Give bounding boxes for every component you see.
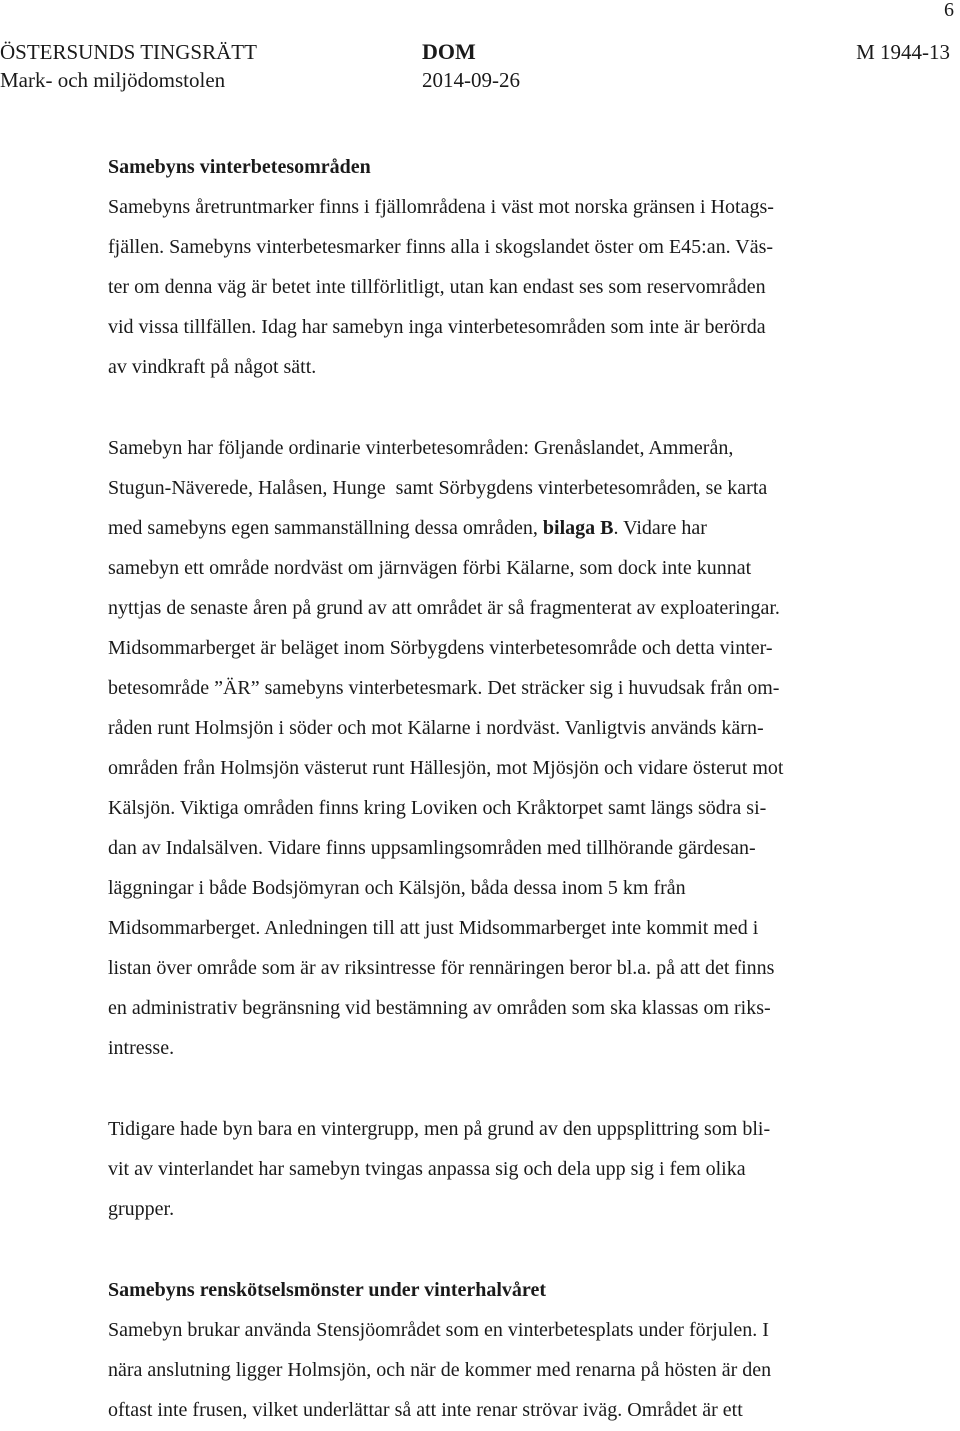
text-line [108,708,898,748]
text-segment: betesområde ”ÄR” samebyns vinterbetesmark. Det sträcker sig i huvudsak från om- [108,677,780,699]
paragraph-winter-groups [108,1109,898,1229]
text-line: av vindkraft på något sätt. [108,356,317,378]
text-segment: nyttjas de senaste åren på grund av att området är så fragmenterat av exploateringar. [108,597,780,619]
case-number: M 1944-13 [856,40,950,64]
document-type: DOM [422,39,476,64]
text-line: vit av vinterlandet har samebyn tvingas anpassa sig och dela upp sig i fem olika [108,1158,746,1180]
text-segment: listan över område som är av riksintresse för rennäringen beror bl.a. på att det finns [108,957,775,979]
case-info [856,38,950,66]
court-name: ÖSTERSUNDS TINGSRÄTT [0,40,257,64]
text-segment: dan av Indalsälven. Vidare finns uppsamlingsområden med tillhörande gärdesan- [108,837,756,859]
text-line: oftast inte frusen, vilket underlättar så att inte renar strövar iväg. Området är ett [108,1399,743,1421]
paragraph-winter-areas [108,187,898,387]
text-line [108,748,898,788]
text-segment: områden från Holmsjön västerut runt Hällesjön, mot Mjösjön och vidare österut mot [108,757,784,779]
text-line: grupper. [108,1198,175,1220]
court-info [0,38,257,94]
section-heading-winter-areas: Samebyns vinterbetesområden [108,156,371,178]
text-line [108,788,898,828]
text-line [108,588,898,628]
text-line: vid vissa tillfällen. Idag har samebyn inga vinterbetesområden som inte är berörda [108,316,766,338]
document-header [0,38,960,102]
text-segment: en administrativ begränsning vid bestämning av områden som ska klassas om riks- [108,997,771,1019]
text-line [108,988,898,1028]
text-line: ter om denna väg är betet inte tillförlitligt, utan kan endast ses som reservområden [108,276,766,298]
page-number: 6 [944,0,954,21]
text-segment: Stugun-Näverede, Halåsen, Hunge samt Sörbygdens vinterbetesområden, se karta [108,477,768,499]
text-line [108,1028,898,1068]
text-line: Tidigare hade byn bara en vintergrupp, men på grund av den uppsplittring som bli- [108,1118,771,1140]
document-body [108,147,898,1430]
paragraph-ordinary-areas [108,428,898,1068]
text-segment: råden runt Holmsjön i söder och mot Kälarne i nordväst. Vanligtvis används kärn- [108,717,764,739]
text-line [108,628,898,668]
text-segment: . Vidare har [613,517,707,539]
paragraph-herding [108,1310,898,1430]
text-segment: med samebyns egen sammanställning dessa områden, [108,517,543,539]
document-type-block [422,38,520,94]
text-line [108,908,898,948]
text-line [108,468,898,508]
text-segment: samebyn ett område nordväst om järnvägen förbi Kälarne, som dock inte kunnat [108,557,752,579]
text-line [108,548,898,588]
text-line: Samebyn brukar använda Stensjöområdet som en vinterbetesplats under förjulen. I [108,1319,769,1341]
text-segment: läggningar i både Bodsjömyran och Kälsjön, båda dessa inom 5 km från [108,877,686,899]
text-segment: Samebyn har följande ordinarie vinterbetesområden: Grenåslandet, Ammerån, [108,437,734,459]
text-line [108,948,898,988]
text-segment: Midsommarberget. Anledningen till att just Midsommarberget inte kommit med i [108,917,759,939]
text-line [108,868,898,908]
text-segment: Kälsjön. Viktiga områden finns kring Loviken och Kråktorpet samt längs södra si- [108,797,767,819]
text-segment: Midsommarberget är beläget inom Sörbygdens vinterbetesområde och detta vinter- [108,637,773,659]
text-line [108,428,898,468]
text-line: Samebyns åretruntmarker finns i fjällområdena i väst mot norska gränsen i Hotags- [108,196,774,218]
appendix-reference: bilaga B [542,517,614,539]
text-line: nära anslutning ligger Holmsjön, och när de kommer med renarna på hösten är den [108,1359,772,1381]
section-heading-herding: Samebyns renskötselsmönster under vinterhalvåret [108,1279,546,1301]
text-line: fjällen. Samebyns vinterbetesmarker finns alla i skogslandet öster om E45:an. Väs- [108,236,774,258]
text-line [108,668,898,708]
court-division: Mark- och miljödomstolen [0,68,226,92]
document-date: 2014-09-26 [422,68,520,92]
text-line [108,508,898,548]
text-line [108,828,898,868]
text-segment: intresse. [108,1037,175,1059]
